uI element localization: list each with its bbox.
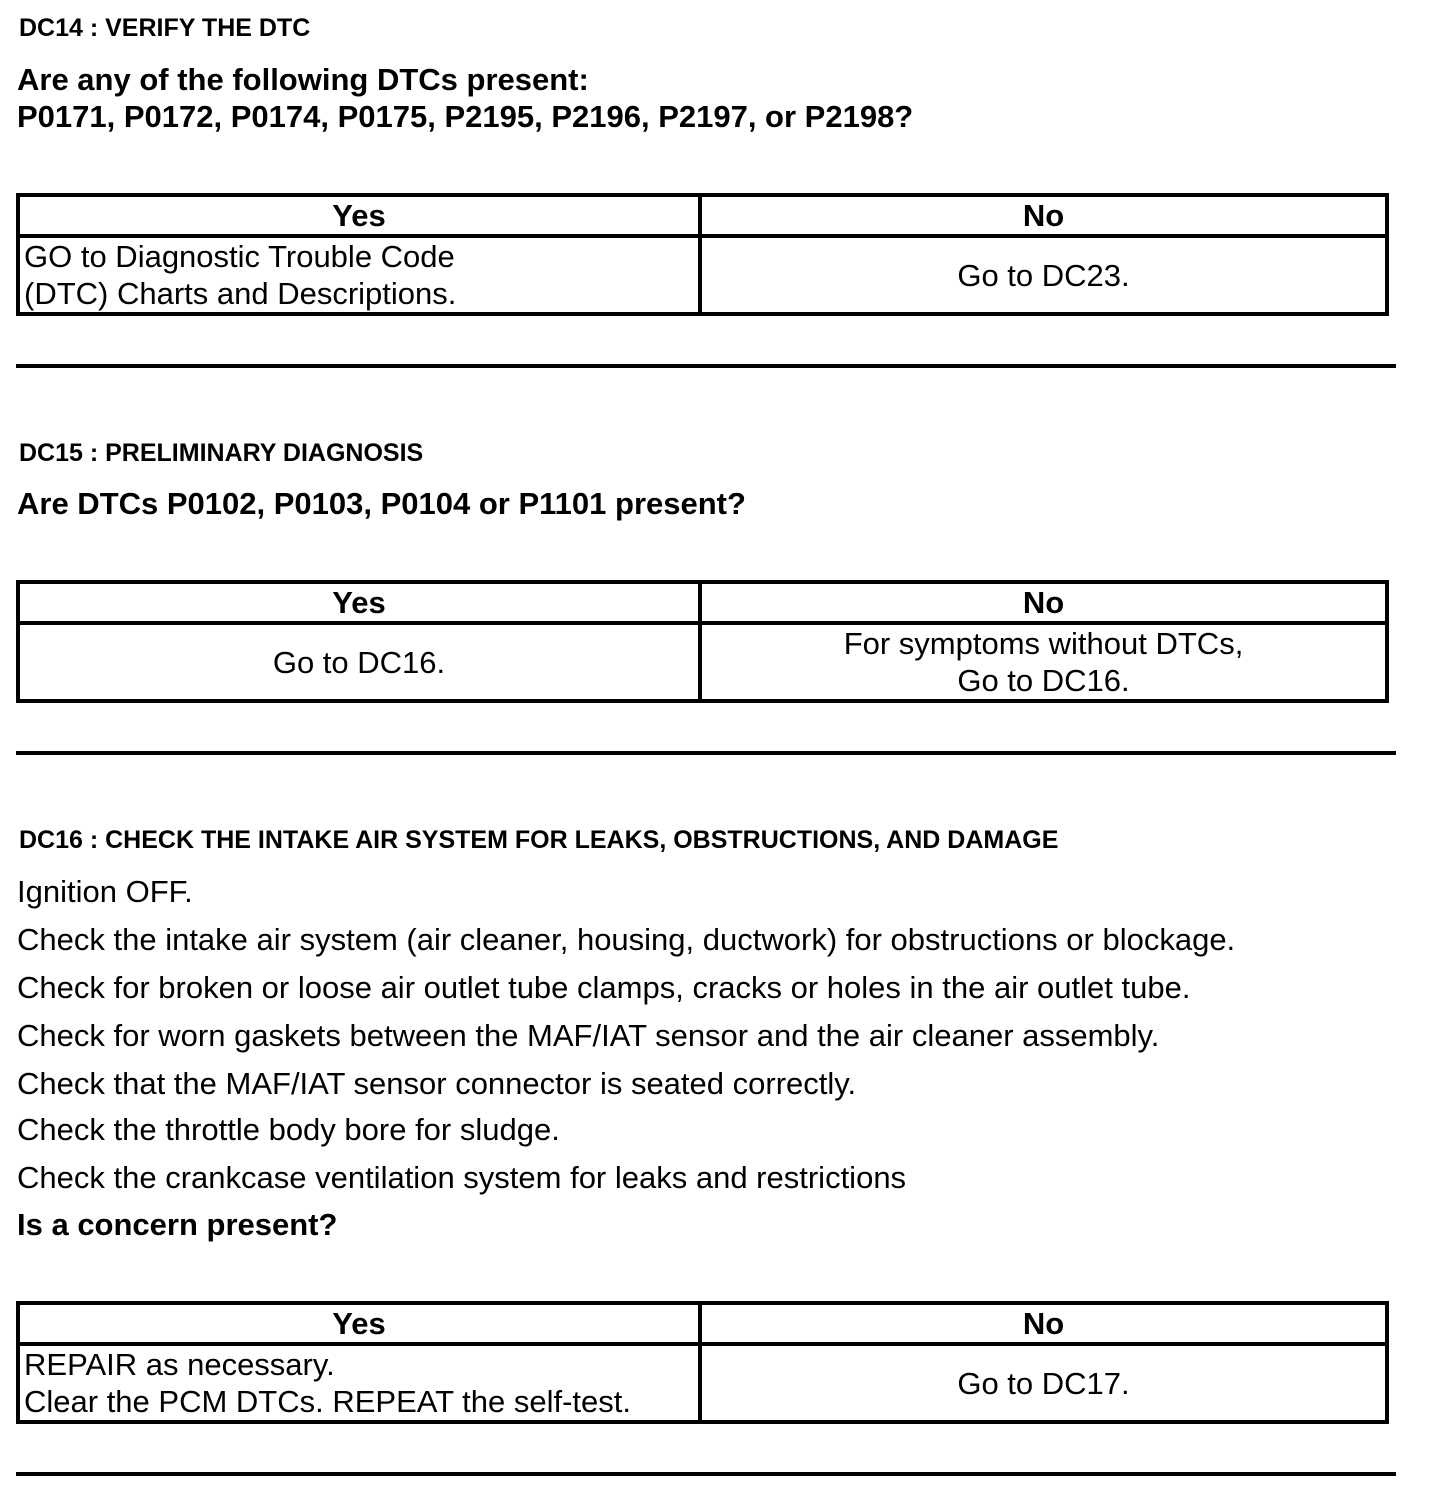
dc15-no-header: No [700, 582, 1387, 623]
dc14-no-action: Go to DC23. [957, 257, 1130, 293]
dc16-yes-header: Yes [18, 1303, 700, 1344]
section-divider-1 [16, 364, 1396, 368]
dc14-question-line-1: Are any of the following DTCs present: [17, 62, 589, 97]
dc14-yes-header: Yes [18, 195, 700, 236]
dc15-decision-table [16, 580, 1389, 703]
dc16-instruction-7: Check the crankcase ventilation system for leaks and restrictions [17, 1160, 907, 1195]
section-divider-3 [16, 1472, 1396, 1476]
dc16-instruction-6: Check the throttle body bore for sludge. [17, 1112, 560, 1147]
dc14-decision-table [16, 193, 1389, 316]
dc15-no-action: For symptoms without DTCs, Go to DC16. [843, 626, 1244, 698]
dc15-yes-action: Go to DC16. [272, 644, 446, 680]
dc15-no-cell [700, 623, 1387, 701]
dc14-no-cell [700, 236, 1387, 314]
dc16-instruction-3: Check for broken or loose air outlet tube clamps, cracks or holes in the air outlet tube. [17, 970, 1191, 1005]
dc15-step-title: DC15 : PRELIMINARY DIAGNOSIS [19, 439, 424, 467]
dc16-instruction-4: Check for worn gaskets between the MAF/IAT sensor and the air cleaner assembly. [17, 1018, 1160, 1053]
dc16-yes-cell [18, 1344, 700, 1422]
dc14-question-line-2: P0171, P0172, P0174, P0175, P2195, P2196, P2197, or P2198? [17, 99, 914, 134]
dc16-decision-table [16, 1301, 1389, 1424]
dc14-step-title: DC14 : VERIFY THE DTC [19, 14, 311, 42]
dc16-instruction-1: Ignition OFF. [17, 874, 193, 909]
dc16-no-header: No [700, 1303, 1387, 1344]
section-divider-2 [16, 751, 1396, 755]
dc15-yes-header: Yes [18, 582, 700, 623]
dc14-no-header: No [700, 195, 1387, 236]
dc16-instruction-2: Check the intake air system (air cleaner, housing, ductwork) for obstructions or blockage. [17, 922, 1236, 957]
dc16-question-line-1: Is a concern present? [17, 1207, 338, 1242]
dc15-question-line-1: Are DTCs P0102, P0103, P0104 or P1101 present? [17, 486, 746, 521]
dc16-no-action: Go to DC17. [957, 1365, 1130, 1401]
dc16-no-cell [700, 1344, 1387, 1422]
dc16-yes-action: REPAIR as necessary. Clear the PCM DTCs. REPEAT the self-test. [24, 1347, 631, 1419]
dc14-yes-cell [18, 236, 700, 314]
dc14-yes-action: GO to Diagnostic Trouble Code (DTC) Charts and Descriptions. [24, 239, 457, 311]
dc16-instruction-5: Check that the MAF/IAT sensor connector is seated correctly. [17, 1066, 857, 1101]
dc16-step-title: DC16 : CHECK THE INTAKE AIR SYSTEM FOR LEAKS, OBSTRUCTIONS, AND DAMAGE [19, 826, 1059, 854]
dc15-yes-cell [18, 623, 700, 701]
